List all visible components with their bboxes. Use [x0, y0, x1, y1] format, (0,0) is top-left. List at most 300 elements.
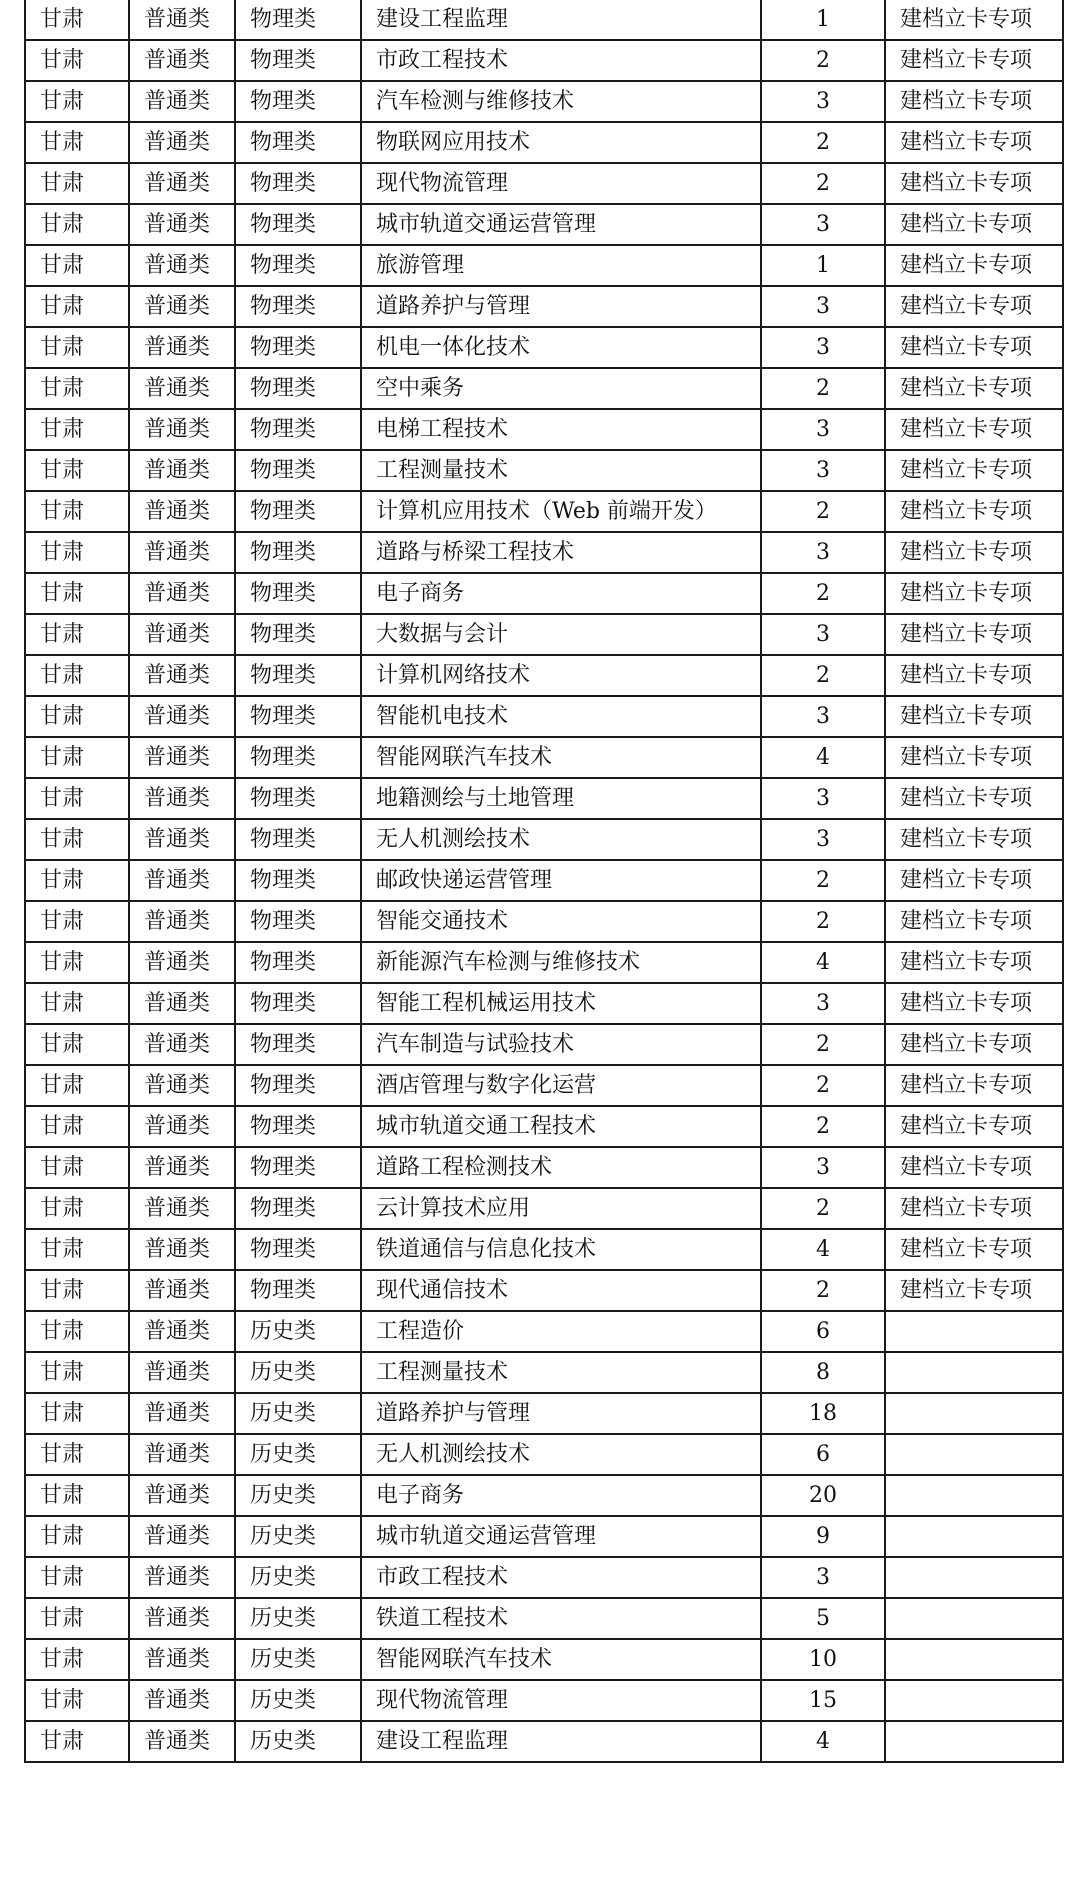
quota-cell: 2	[761, 368, 885, 409]
table-row	[25, 1475, 1063, 1516]
category-cell: 普通类	[129, 655, 235, 696]
major-cell: 无人机测绘技术	[361, 1434, 761, 1475]
quota-cell: 18	[761, 1393, 885, 1434]
province-cell: 甘肃	[25, 1024, 129, 1065]
table-row	[25, 573, 1063, 614]
table-row	[25, 614, 1063, 655]
remark-cell: 建档立卡专项	[885, 614, 1063, 655]
province-cell: 甘肃	[25, 1680, 129, 1721]
subject-type-cell: 物理类	[235, 409, 361, 450]
subject-type-cell: 物理类	[235, 0, 361, 40]
table-row	[25, 1639, 1063, 1680]
category-cell: 普通类	[129, 286, 235, 327]
major-cell: 邮政快递运营管理	[361, 860, 761, 901]
major-cell: 汽车制造与试验技术	[361, 1024, 761, 1065]
subject-type-cell: 物理类	[235, 81, 361, 122]
subject-type-cell: 物理类	[235, 491, 361, 532]
subject-type-cell: 物理类	[235, 286, 361, 327]
province-cell: 甘肃	[25, 40, 129, 81]
table-row	[25, 368, 1063, 409]
major-cell: 工程测量技术	[361, 1352, 761, 1393]
remark-cell: 建档立卡专项	[885, 696, 1063, 737]
subject-type-cell: 历史类	[235, 1516, 361, 1557]
major-cell: 空中乘务	[361, 368, 761, 409]
enrollment-plan-table	[24, 0, 1064, 1763]
quota-cell: 6	[761, 1434, 885, 1475]
remark-cell: 建档立卡专项	[885, 327, 1063, 368]
table-row	[25, 491, 1063, 532]
major-cell: 大数据与会计	[361, 614, 761, 655]
major-cell: 智能网联汽车技术	[361, 737, 761, 778]
quota-cell: 8	[761, 1352, 885, 1393]
table-row	[25, 1188, 1063, 1229]
category-cell: 普通类	[129, 1434, 235, 1475]
province-cell: 甘肃	[25, 737, 129, 778]
province-cell: 甘肃	[25, 1270, 129, 1311]
table-row	[25, 1024, 1063, 1065]
province-cell: 甘肃	[25, 1434, 129, 1475]
table-row	[25, 327, 1063, 368]
table-row	[25, 942, 1063, 983]
table-row	[25, 1352, 1063, 1393]
category-cell: 普通类	[129, 860, 235, 901]
subject-type-cell: 历史类	[235, 1311, 361, 1352]
quota-cell: 3	[761, 1147, 885, 1188]
subject-type-cell: 物理类	[235, 1065, 361, 1106]
major-cell: 机电一体化技术	[361, 327, 761, 368]
major-cell: 电梯工程技术	[361, 409, 761, 450]
category-cell: 普通类	[129, 614, 235, 655]
quota-cell: 3	[761, 819, 885, 860]
province-cell: 甘肃	[25, 163, 129, 204]
category-cell: 普通类	[129, 122, 235, 163]
remark-cell: 建档立卡专项	[885, 1065, 1063, 1106]
remark-cell: 建档立卡专项	[885, 532, 1063, 573]
major-cell: 计算机网络技术	[361, 655, 761, 696]
subject-type-cell: 历史类	[235, 1639, 361, 1680]
subject-type-cell: 物理类	[235, 1106, 361, 1147]
major-cell: 道路养护与管理	[361, 1393, 761, 1434]
category-cell: 普通类	[129, 1516, 235, 1557]
category-cell: 普通类	[129, 450, 235, 491]
table-row	[25, 1393, 1063, 1434]
subject-type-cell: 物理类	[235, 40, 361, 81]
major-cell: 城市轨道交通工程技术	[361, 1106, 761, 1147]
quota-cell: 10	[761, 1639, 885, 1680]
remark-cell	[885, 1434, 1063, 1475]
quota-cell: 2	[761, 40, 885, 81]
quota-cell: 2	[761, 1106, 885, 1147]
quota-cell: 3	[761, 983, 885, 1024]
table-row	[25, 901, 1063, 942]
province-cell: 甘肃	[25, 1147, 129, 1188]
quota-cell: 2	[761, 491, 885, 532]
subject-type-cell: 物理类	[235, 737, 361, 778]
category-cell: 普通类	[129, 1475, 235, 1516]
major-cell: 云计算技术应用	[361, 1188, 761, 1229]
table-row	[25, 1229, 1063, 1270]
table-row	[25, 819, 1063, 860]
major-cell: 电子商务	[361, 573, 761, 614]
category-cell: 普通类	[129, 819, 235, 860]
subject-type-cell: 物理类	[235, 983, 361, 1024]
major-cell: 城市轨道交通运营管理	[361, 204, 761, 245]
major-cell: 现代通信技术	[361, 1270, 761, 1311]
province-cell: 甘肃	[25, 655, 129, 696]
major-cell: 智能网联汽车技术	[361, 1639, 761, 1680]
province-cell: 甘肃	[25, 1639, 129, 1680]
remark-cell	[885, 1475, 1063, 1516]
major-cell: 建设工程监理	[361, 1721, 761, 1762]
table-row	[25, 1721, 1063, 1762]
quota-cell: 4	[761, 737, 885, 778]
category-cell: 普通类	[129, 0, 235, 40]
subject-type-cell: 物理类	[235, 1270, 361, 1311]
quota-cell: 3	[761, 532, 885, 573]
table-row	[25, 204, 1063, 245]
table-row	[25, 983, 1063, 1024]
province-cell: 甘肃	[25, 245, 129, 286]
category-cell: 普通类	[129, 81, 235, 122]
table-row	[25, 532, 1063, 573]
category-cell: 普通类	[129, 1024, 235, 1065]
subject-type-cell: 物理类	[235, 819, 361, 860]
category-cell: 普通类	[129, 1065, 235, 1106]
remark-cell	[885, 1598, 1063, 1639]
remark-cell: 建档立卡专项	[885, 983, 1063, 1024]
quota-cell: 3	[761, 614, 885, 655]
category-cell: 普通类	[129, 327, 235, 368]
major-cell: 旅游管理	[361, 245, 761, 286]
quota-cell: 3	[761, 286, 885, 327]
category-cell: 普通类	[129, 1598, 235, 1639]
quota-cell: 6	[761, 1311, 885, 1352]
quota-cell: 2	[761, 163, 885, 204]
table-row	[25, 655, 1063, 696]
subject-type-cell: 物理类	[235, 532, 361, 573]
table-row	[25, 1106, 1063, 1147]
category-cell: 普通类	[129, 1106, 235, 1147]
subject-type-cell: 物理类	[235, 204, 361, 245]
category-cell: 普通类	[129, 1270, 235, 1311]
province-cell: 甘肃	[25, 1475, 129, 1516]
quota-cell: 2	[761, 1188, 885, 1229]
remark-cell	[885, 1557, 1063, 1598]
subject-type-cell: 物理类	[235, 614, 361, 655]
subject-type-cell: 历史类	[235, 1721, 361, 1762]
subject-type-cell: 物理类	[235, 901, 361, 942]
subject-type-cell: 物理类	[235, 655, 361, 696]
remark-cell: 建档立卡专项	[885, 860, 1063, 901]
province-cell: 甘肃	[25, 778, 129, 819]
remark-cell: 建档立卡专项	[885, 122, 1063, 163]
remark-cell: 建档立卡专项	[885, 163, 1063, 204]
province-cell: 甘肃	[25, 368, 129, 409]
quota-cell: 3	[761, 409, 885, 450]
province-cell: 甘肃	[25, 81, 129, 122]
subject-type-cell: 历史类	[235, 1393, 361, 1434]
province-cell: 甘肃	[25, 532, 129, 573]
subject-type-cell: 物理类	[235, 778, 361, 819]
quota-cell: 3	[761, 81, 885, 122]
category-cell: 普通类	[129, 901, 235, 942]
remark-cell: 建档立卡专项	[885, 1229, 1063, 1270]
province-cell: 甘肃	[25, 1065, 129, 1106]
category-cell: 普通类	[129, 368, 235, 409]
remark-cell	[885, 1393, 1063, 1434]
category-cell: 普通类	[129, 532, 235, 573]
province-cell: 甘肃	[25, 204, 129, 245]
subject-type-cell: 物理类	[235, 573, 361, 614]
table-row	[25, 1065, 1063, 1106]
remark-cell	[885, 1721, 1063, 1762]
subject-type-cell: 历史类	[235, 1680, 361, 1721]
remark-cell: 建档立卡专项	[885, 942, 1063, 983]
table-row	[25, 450, 1063, 491]
province-cell: 甘肃	[25, 0, 129, 40]
quota-cell: 2	[761, 573, 885, 614]
major-cell: 市政工程技术	[361, 1557, 761, 1598]
table-row	[25, 1434, 1063, 1475]
subject-type-cell: 历史类	[235, 1557, 361, 1598]
quota-cell: 9	[761, 1516, 885, 1557]
remark-cell: 建档立卡专项	[885, 491, 1063, 532]
province-cell: 甘肃	[25, 573, 129, 614]
quota-cell: 3	[761, 327, 885, 368]
major-cell: 工程测量技术	[361, 450, 761, 491]
subject-type-cell: 物理类	[235, 327, 361, 368]
table-row	[25, 696, 1063, 737]
table-row	[25, 737, 1063, 778]
major-cell: 酒店管理与数字化运营	[361, 1065, 761, 1106]
quota-cell: 2	[761, 122, 885, 163]
category-cell: 普通类	[129, 245, 235, 286]
remark-cell: 建档立卡专项	[885, 778, 1063, 819]
remark-cell: 建档立卡专项	[885, 81, 1063, 122]
remark-cell: 建档立卡专项	[885, 1270, 1063, 1311]
remark-cell: 建档立卡专项	[885, 737, 1063, 778]
remark-cell: 建档立卡专项	[885, 573, 1063, 614]
province-cell: 甘肃	[25, 122, 129, 163]
remark-cell: 建档立卡专项	[885, 1147, 1063, 1188]
table-row	[25, 860, 1063, 901]
subject-type-cell: 历史类	[235, 1598, 361, 1639]
category-cell: 普通类	[129, 1188, 235, 1229]
major-cell: 地籍测绘与土地管理	[361, 778, 761, 819]
table-row	[25, 122, 1063, 163]
quota-cell: 2	[761, 655, 885, 696]
major-cell: 电子商务	[361, 1475, 761, 1516]
province-cell: 甘肃	[25, 1598, 129, 1639]
major-cell: 现代物流管理	[361, 163, 761, 204]
quota-cell: 3	[761, 450, 885, 491]
remark-cell: 建档立卡专项	[885, 450, 1063, 491]
quota-cell: 2	[761, 1024, 885, 1065]
subject-type-cell: 物理类	[235, 1188, 361, 1229]
subject-type-cell: 物理类	[235, 696, 361, 737]
table-row	[25, 1680, 1063, 1721]
subject-type-cell: 历史类	[235, 1475, 361, 1516]
subject-type-cell: 物理类	[235, 245, 361, 286]
quota-cell: 1	[761, 245, 885, 286]
category-cell: 普通类	[129, 163, 235, 204]
remark-cell	[885, 1311, 1063, 1352]
subject-type-cell: 物理类	[235, 368, 361, 409]
remark-cell: 建档立卡专项	[885, 1024, 1063, 1065]
quota-cell: 2	[761, 860, 885, 901]
province-cell: 甘肃	[25, 450, 129, 491]
quota-cell: 1	[761, 0, 885, 40]
remark-cell: 建档立卡专项	[885, 901, 1063, 942]
category-cell: 普通类	[129, 696, 235, 737]
major-cell: 道路与桥梁工程技术	[361, 532, 761, 573]
quota-cell: 5	[761, 1598, 885, 1639]
category-cell: 普通类	[129, 1352, 235, 1393]
province-cell: 甘肃	[25, 901, 129, 942]
province-cell: 甘肃	[25, 409, 129, 450]
major-cell: 现代物流管理	[361, 1680, 761, 1721]
major-cell: 城市轨道交通运营管理	[361, 1516, 761, 1557]
quota-cell: 3	[761, 204, 885, 245]
quota-cell: 2	[761, 1270, 885, 1311]
province-cell: 甘肃	[25, 1393, 129, 1434]
province-cell: 甘肃	[25, 1516, 129, 1557]
table-row	[25, 1311, 1063, 1352]
remark-cell	[885, 1680, 1063, 1721]
major-cell: 道路工程检测技术	[361, 1147, 761, 1188]
province-cell: 甘肃	[25, 1188, 129, 1229]
remark-cell: 建档立卡专项	[885, 0, 1063, 40]
subject-type-cell: 物理类	[235, 122, 361, 163]
major-cell: 道路养护与管理	[361, 286, 761, 327]
subject-type-cell: 物理类	[235, 1147, 361, 1188]
category-cell: 普通类	[129, 983, 235, 1024]
quota-cell: 20	[761, 1475, 885, 1516]
table-row	[25, 163, 1063, 204]
province-cell: 甘肃	[25, 942, 129, 983]
remark-cell	[885, 1639, 1063, 1680]
major-cell: 建设工程监理	[361, 0, 761, 40]
table-row	[25, 1516, 1063, 1557]
subject-type-cell: 历史类	[235, 1434, 361, 1475]
quota-cell: 2	[761, 901, 885, 942]
remark-cell: 建档立卡专项	[885, 1188, 1063, 1229]
major-cell: 智能工程机械运用技术	[361, 983, 761, 1024]
province-cell: 甘肃	[25, 1311, 129, 1352]
category-cell: 普通类	[129, 573, 235, 614]
table-row	[25, 1557, 1063, 1598]
province-cell: 甘肃	[25, 860, 129, 901]
province-cell: 甘肃	[25, 819, 129, 860]
province-cell: 甘肃	[25, 327, 129, 368]
category-cell: 普通类	[129, 1311, 235, 1352]
remark-cell: 建档立卡专项	[885, 819, 1063, 860]
table-row	[25, 778, 1063, 819]
category-cell: 普通类	[129, 1721, 235, 1762]
category-cell: 普通类	[129, 778, 235, 819]
remark-cell: 建档立卡专项	[885, 245, 1063, 286]
category-cell: 普通类	[129, 737, 235, 778]
major-cell: 新能源汽车检测与维修技术	[361, 942, 761, 983]
province-cell: 甘肃	[25, 286, 129, 327]
category-cell: 普通类	[129, 1680, 235, 1721]
category-cell: 普通类	[129, 942, 235, 983]
category-cell: 普通类	[129, 40, 235, 81]
table-row	[25, 1147, 1063, 1188]
major-cell: 智能机电技术	[361, 696, 761, 737]
subject-type-cell: 物理类	[235, 860, 361, 901]
subject-type-cell: 物理类	[235, 1229, 361, 1270]
remark-cell: 建档立卡专项	[885, 1106, 1063, 1147]
quota-cell: 3	[761, 1557, 885, 1598]
subject-type-cell: 物理类	[235, 1024, 361, 1065]
table-body	[25, 0, 1063, 1762]
remark-cell: 建档立卡专项	[885, 655, 1063, 696]
category-cell: 普通类	[129, 1147, 235, 1188]
table-row	[25, 1270, 1063, 1311]
table-row	[25, 0, 1063, 40]
table-row	[25, 81, 1063, 122]
major-cell: 计算机应用技术（Web 前端开发）	[361, 491, 761, 532]
table-row	[25, 40, 1063, 81]
major-cell: 智能交通技术	[361, 901, 761, 942]
remark-cell: 建档立卡专项	[885, 409, 1063, 450]
quota-cell: 3	[761, 778, 885, 819]
province-cell: 甘肃	[25, 1106, 129, 1147]
province-cell: 甘肃	[25, 491, 129, 532]
major-cell: 铁道工程技术	[361, 1598, 761, 1639]
quota-cell: 15	[761, 1680, 885, 1721]
subject-type-cell: 物理类	[235, 163, 361, 204]
quota-cell: 3	[761, 696, 885, 737]
category-cell: 普通类	[129, 1229, 235, 1270]
major-cell: 无人机测绘技术	[361, 819, 761, 860]
category-cell: 普通类	[129, 1639, 235, 1680]
subject-type-cell: 物理类	[235, 942, 361, 983]
remark-cell	[885, 1352, 1063, 1393]
remark-cell: 建档立卡专项	[885, 40, 1063, 81]
province-cell: 甘肃	[25, 1557, 129, 1598]
category-cell: 普通类	[129, 491, 235, 532]
major-cell: 市政工程技术	[361, 40, 761, 81]
province-cell: 甘肃	[25, 1229, 129, 1270]
quota-cell: 2	[761, 1065, 885, 1106]
province-cell: 甘肃	[25, 614, 129, 655]
table-row	[25, 245, 1063, 286]
major-cell: 汽车检测与维修技术	[361, 81, 761, 122]
subject-type-cell: 物理类	[235, 450, 361, 491]
remark-cell	[885, 1516, 1063, 1557]
remark-cell: 建档立卡专项	[885, 286, 1063, 327]
category-cell: 普通类	[129, 1393, 235, 1434]
category-cell: 普通类	[129, 204, 235, 245]
quota-cell: 4	[761, 1229, 885, 1270]
remark-cell: 建档立卡专项	[885, 368, 1063, 409]
major-cell: 工程造价	[361, 1311, 761, 1352]
province-cell: 甘肃	[25, 1352, 129, 1393]
table-row	[25, 286, 1063, 327]
table-row	[25, 409, 1063, 450]
subject-type-cell: 历史类	[235, 1352, 361, 1393]
category-cell: 普通类	[129, 1557, 235, 1598]
major-cell: 物联网应用技术	[361, 122, 761, 163]
remark-cell: 建档立卡专项	[885, 204, 1063, 245]
major-cell: 铁道通信与信息化技术	[361, 1229, 761, 1270]
table-row	[25, 1598, 1063, 1639]
province-cell: 甘肃	[25, 1721, 129, 1762]
province-cell: 甘肃	[25, 983, 129, 1024]
quota-cell: 4	[761, 1721, 885, 1762]
